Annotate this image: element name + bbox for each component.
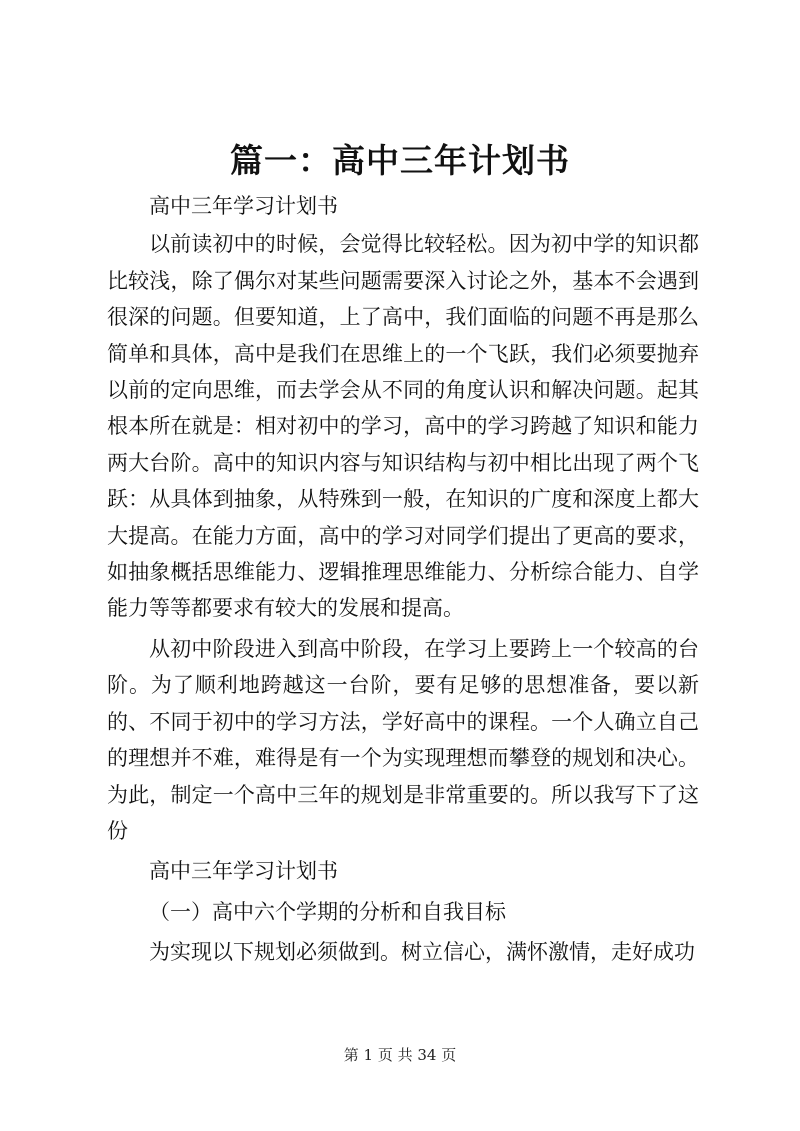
intro-paragraph: 以前读初中的时候，会觉得比较轻松。因为初中学的知识都比较浅，除了偶尔对某些问题需要深入讨论之外，基本不会遇到很深的问题。但要知道，上了高中，我们面临的问题不再是那么简单和具体，高中是我们在思维上的一个飞跃，我们必须要抛弃以前的定向思维，而去学会从不同的角度认识和解决问题。起其根本所在就是：相对初中的学习，高中的学习跨越了知识和能力两大台阶。高中的知识内容与知识结构与初中相比出现了两个飞跃：从具体到抽象，从特殊到一般，在知识的广度和深度上都大大提高。在能力方面，高中的学习对同学们提出了更高的要求，如抽象概括思维能力、逻辑推理思维能力、分析综合能力、自学能力等等都要求有较大的发展和提高。 (107, 232, 699, 621)
plan-heading-paragraph: 高中三年学习计划书 (149, 859, 338, 884)
section-heading-paragraph: （一）高中六个学期的分析和自我目标 (149, 899, 506, 924)
page-number-footer: 第 1 页 共 34 页 (343, 1046, 457, 1064)
transition-paragraph: 从初中阶段进入到高中阶段，在学习上要跨上一个较高的台阶。为了顺利地跨越这一台阶，要有足够的思想准备，要以新的、不同于初中的学习方法，学好高中的课程。一个人确立自己的理想并不难，难得是有一个为实现理想而攀登的规划和决心。为此，制定一个高中三年的规划是非常重要的。所以我写下了这份 (107, 636, 699, 843)
goal-paragraph: 为实现以下规划必须做到。树立信心，满怀激情，走好成功 (149, 940, 695, 965)
document-body (107, 188, 699, 971)
subtitle-paragraph: 高中三年学习计划书 (149, 194, 338, 218)
document-title: 篇一：高中三年计划书 (230, 141, 570, 180)
